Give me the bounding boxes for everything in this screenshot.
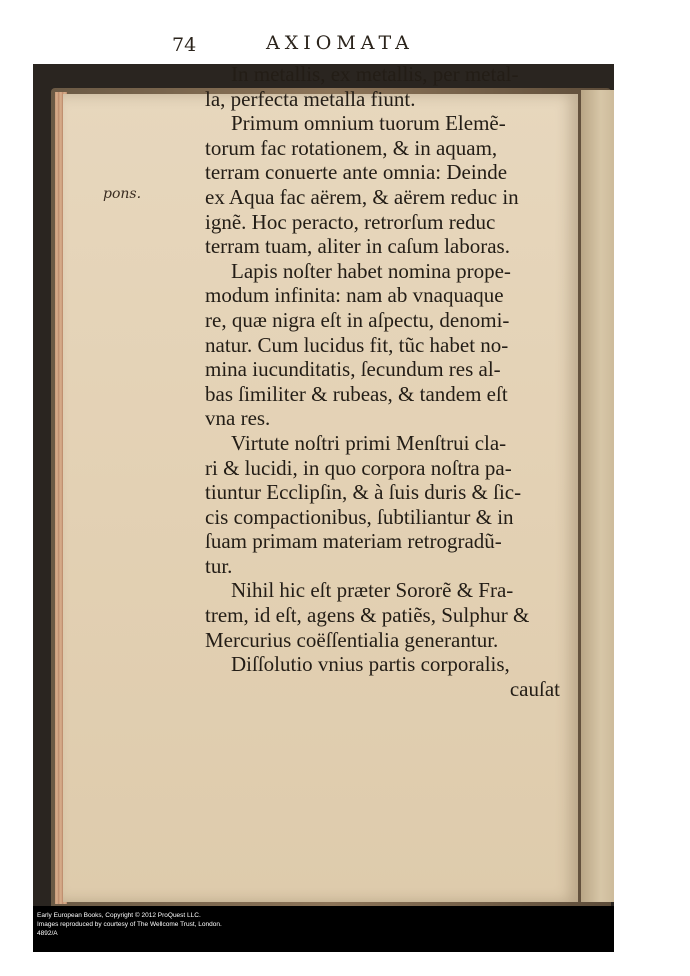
text-line: mina iucunditatis, ſecundum res al-: [205, 357, 501, 382]
footer-courtesy: Images reproduced by courtesy of The Wellcome Trust, London.: [37, 921, 222, 928]
text-line: tiuntur Ecclipſin, & à ſuis duris & ſic-: [205, 480, 522, 505]
page-number: 74: [172, 34, 197, 56]
text-line: Mercurius coëſſentialia generantur.: [205, 627, 499, 652]
text-line: terram conuerte ante omnia: Deinde: [205, 160, 508, 185]
running-title: AXIOMATA: [266, 32, 414, 54]
body-text: [205, 62, 560, 701]
text-line: cis compactionibus, ſubtiliantur & in: [205, 504, 514, 529]
text-line: torum fac rotationem, & in aquam,: [205, 135, 498, 160]
text-line: ignẽ. Hoc peracto, retrorſum reduc: [205, 209, 496, 234]
text-line: ri & lucidi, in quo corpora noſtra pa-: [205, 455, 512, 480]
text-line: In metallis, ex metallis, per metal-: [231, 62, 519, 86]
text-line: bas ſimiliter & rubeas, & tandem eſt: [205, 381, 508, 406]
text-line: ex Aqua fac aërem, & aërem reduc in: [205, 184, 519, 209]
text-line: trem, id eſt, agens & patiẽs, Sulphur &: [205, 603, 530, 628]
footer-shelfmark: 4892/A: [37, 930, 58, 937]
text-line: vna res.: [205, 406, 271, 431]
text-line: tur.: [205, 553, 233, 578]
text-line: ſuam primam materiam retrogradũ-: [205, 529, 502, 554]
text-line: Primum omnium tuorum Elemẽ-: [231, 111, 506, 136]
text-line: Nihil hic eſt præter Sororẽ & Fra-: [231, 578, 514, 603]
text-line: Lapis noſter habet nomina prope-: [231, 258, 511, 283]
text-line: modum infinita: nam ab vnaquaque: [205, 283, 504, 308]
text-line: Virtute noſtri primi Menſtrui cla-: [231, 430, 507, 455]
text-line: cauſat: [509, 676, 560, 701]
text-line: Diſſolutio vnius partis corporalis,: [231, 652, 510, 677]
facing-page-edge: [581, 90, 614, 902]
text-line: natur. Cum lucidus fit, tũc habet no-: [205, 332, 509, 357]
text-line: la, perfecta metalla fiunt.: [205, 86, 416, 111]
copyright-footer: [33, 906, 614, 952]
handwritten-marginal-note: pons.: [103, 186, 142, 202]
text-line: terram tuam, aliter in caſum laboras.: [205, 234, 510, 259]
footer-copyright: Early European Books, Copyright © 2012 ProQuest LLC.: [37, 912, 201, 919]
text-line: re, quæ nigra eſt in aſpectu, denomi-: [205, 307, 510, 332]
